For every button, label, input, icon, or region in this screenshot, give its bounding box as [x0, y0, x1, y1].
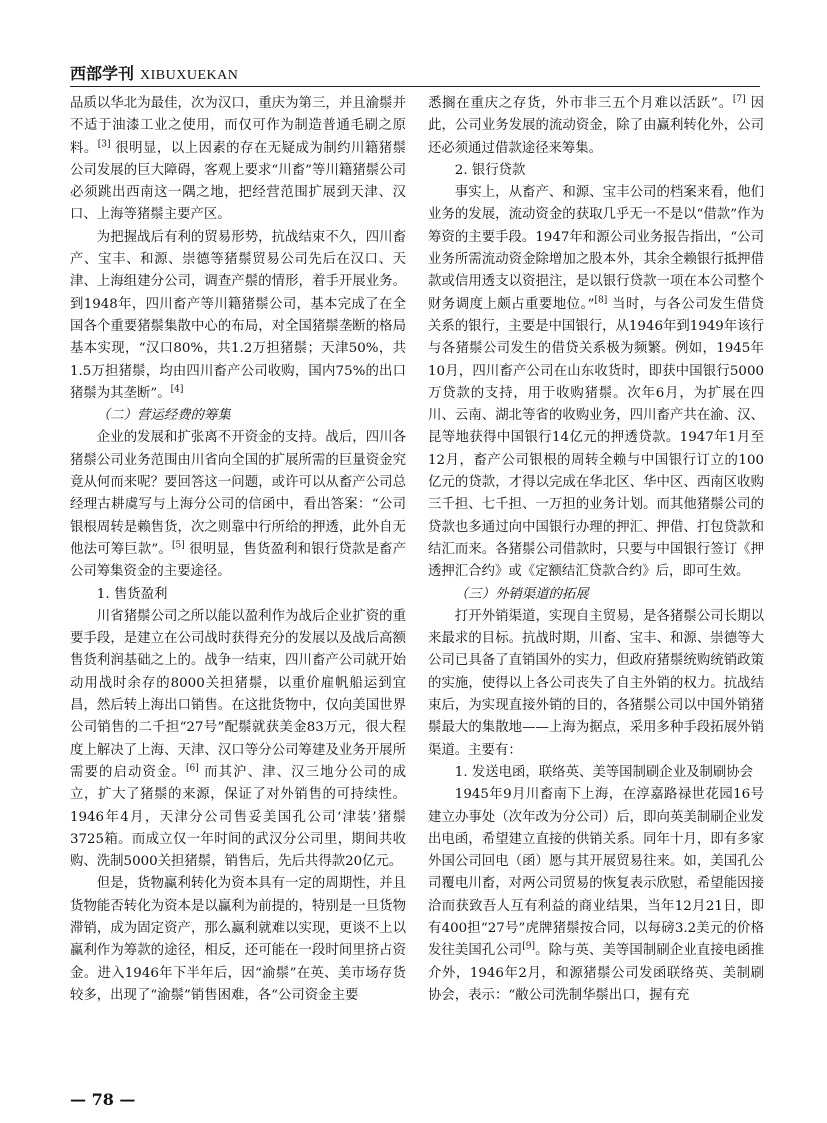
paragraph-text: 很明显，售货盈利和银行贷款是畜产公司筹集资金的主要途径。 [70, 541, 406, 580]
paragraph-text: 但是，货物赢利转化为资本具有一定的周期性，并且货物能否转化为资本是以赢利为前提的，特别是一旦货物滞销，成为固定资产，那么赢利就难以实现，更谈不上以赢利作为筹款的途径，相反，还可能在一段时间里挤占资金。进入1946年下半年后，因“渝鬃”在英、美市场存货较多，出现了“渝鬃”销售困难，各“公司资金主要 [70, 876, 406, 1003]
paragraph [70, 427, 406, 583]
subsection-heading: 2. 银行贷款 [454, 162, 526, 178]
paragraph-text: 企业的发展和扩张离不开资金的支持。战后，四川各猪鬃公司业务范围由川省向全国的扩展所需的巨量资金究竟从何而来呢？要回答这一问题，或许可以从畜产公司总经理古耕虞写与上海分公司的信函中，看出答案：“公司银根周转是赖售货，次之则靠中行所给的押透，此外自无他法可筹巨款”。 [70, 430, 406, 557]
subsection-heading: 1. 发送电函，联络英、美等国制刷企业及制刷协会 [454, 764, 754, 780]
paragraph-text: 因此，公司业务发展的流动资金，除了由赢利转化外，公司还必须通过借款途径来筹集。 [428, 96, 764, 156]
journal-title-en: XIBUXUEKAN [140, 68, 239, 83]
paragraph-text: 为把握战后有利的贸易形势，抗战结束不久，四川畜产、宝丰、和源、崇德等猪鬃贸易公司先后在汉口、天津、上海组建分公司，调查产鬃的情形，着手开展业务。到1948年，四川畜产等川籍猪鬃公司，基本完成了在全国各个重要猪鬃集散中心的布局，对全国猪鬃垄断的格局基本实现，“汉口80%，共1.2万担猪鬃；天津50%，共1.5万担猪鬃，均由四川畜产公司收购，国内75%的出口猪鬃为其垄断”。 [70, 229, 406, 401]
paragraph-text: 事实上，从畜产、和源、宝丰公司的档案来看，他们业务的发展，流动资金的获取几乎无一不是以“借款”作为筹资的主要手段。1947年和源公司业务报告指出，“公司业务所需流动资金除增加之股本外，其余全赖银行抵押借款或信用透支以资挹注，是以银行贷款一项在本公司整个财务调度上颇占重要地位。” [428, 185, 764, 312]
paragraph-text: 悉搁在重庆之存货，外市非三五个月难以活跃”。 [428, 96, 733, 111]
paragraph-text: 很明显，以上因素的存在无疑成为制约川籍猪鬃公司发展的巨大障碍，客观上要求“川畜”等川籍猪鬃公司必须跳出西南这一隅之地，把经营范围扩展到天津、汉口、上海等猪鬃主要产区。 [70, 140, 406, 223]
paragraph-text: 当时，与各公司发生借贷关系的银行，主要是中国银行，从1946年到1949年该行与各猪鬃公司发生的借贷关系极为频繁。例如，1945年10月，四川畜产公司在山东收货时，即获中国银行5000万贷款的支持，用于收购猪鬃。次年6月，为扩展在四川、云南、湖北等省的收购业务，四川畜产共在渝、汉、昆等地获得中国银行14亿元的押透贷款。1947年1月至12月，畜产公司银根的周转全赖与中国银行订立的100亿元的贷款，才得以完成在华北区、华中区、西南区收购三千担、七千担、一万担的业务计划。而其他猪鬃公司的贷款也多通过向中国银行办理的押汇、押借、打包贷款和结汇而来。各猪鬃公司借款时，只要与中国银行签订《押透押汇合约》或《定额结汇贷款合约》后，即可生效。 [428, 296, 764, 580]
paragraph [428, 182, 764, 583]
page-number: — 78 — [70, 1090, 136, 1109]
running-header [70, 64, 760, 87]
journal-title [70, 64, 238, 86]
left-column [70, 93, 406, 1083]
paragraph-text: 川省猪鬃公司之所以能以盈利作为战后企业扩资的重要手段，是建立在公司战时获得充分的发展以及战后高额售货利润基础之上的。战争一结束，四川畜产公司就开始动用战时余存的8000关担猪鬃，以重价雇帆船运到宜昌，然后转上海出口销售。在这批货物中，仅向美国世界公司销售的二千担“27号”配鬃就获美金83万元，很大程度上解决了上海、天津、汉口等分公司筹建及业务开展所需要的启动资金。 [70, 608, 406, 780]
citation-ref: [8] [594, 295, 608, 306]
citation-ref: [3] [97, 139, 111, 150]
paragraph [70, 227, 406, 405]
paragraph [428, 93, 764, 160]
paragraph [428, 606, 764, 762]
paragraph-text: 而其沪、津、汉三地分公司的成立，扩大了猪鬃的来源，保证了对外销售的可持续性。1946年4月，天津分公司售妥美国孔公司‘津装’猪鬃3725箱。而成立仅一年时间的武汉分公司里，期间共收购、洗制5000关担猪鬃，销售后，先后共得款20亿元。 [70, 764, 406, 870]
paragraph-text: 打开外销渠道，实现自主贸易，是各猪鬃公司长期以来最求的目标。抗战时期，川畜、宝丰、和源、崇德等大公司已具备了直销国外的实力，但政府猪鬃统购统销政策的实施，使得以上各公司丧失了自主外销的权力。抗战结束后，为实现直接外销的目的，各猪鬃公司以中国外销猪鬃最大的集散地——上海为据点，采用多种手段拓展外销渠道。主要有： [428, 608, 764, 758]
citation-ref: [6] [186, 763, 199, 774]
paragraph [428, 784, 764, 1007]
journal-title-cn: 西部学刊 [70, 64, 135, 83]
section-heading: （三）外销渠道的拓展 [454, 586, 589, 602]
paragraph [70, 606, 406, 874]
paragraph-text: 品质以华北为最佳，次为汉口，重庆为第三，并且渝鬃并不适于油漆工业之使用，而仅可作为制造普通毛刷之原料。 [70, 96, 406, 156]
citation-ref: [7] [732, 94, 746, 105]
citation-ref: [5] [171, 540, 185, 551]
paragraph [70, 93, 406, 227]
paragraph-text: 1945年9月川畜南下上海，在淳嘉路禄世花园16号建立办事处（次年改为分公司）后，即向英美制刷企业发出电函，希望建立直接的供销关系。同年十月，即有多家外国公司回电（函）愿与其开展贸易往来。如，美国孔公司覆电川畜，对两公司贸易的恢复表示欣慰，希望能因接洽而获致吾人互有利益的商业结果，当年12月21日，即有400担“27号”虎牌猪鬃按合同，以每磅3.2美元的价格发往美国孔公司 [428, 787, 764, 959]
paragraph [70, 873, 406, 1007]
section-heading: （二）营运经费的筹集 [96, 408, 231, 424]
subsection-heading: 1. 售货盈利 [96, 586, 168, 602]
citation-ref: [9] [522, 941, 536, 952]
citation-ref: [4] [170, 384, 184, 395]
paragraph-text: 。除与英、美等国制刷企业直接电函推介外，1946年2月，和源猪鬃公司发函联络英、美制刷协会，表示：“敝公司洗制华鬃出口，握有充 [428, 943, 764, 1003]
right-column [428, 93, 764, 1083]
